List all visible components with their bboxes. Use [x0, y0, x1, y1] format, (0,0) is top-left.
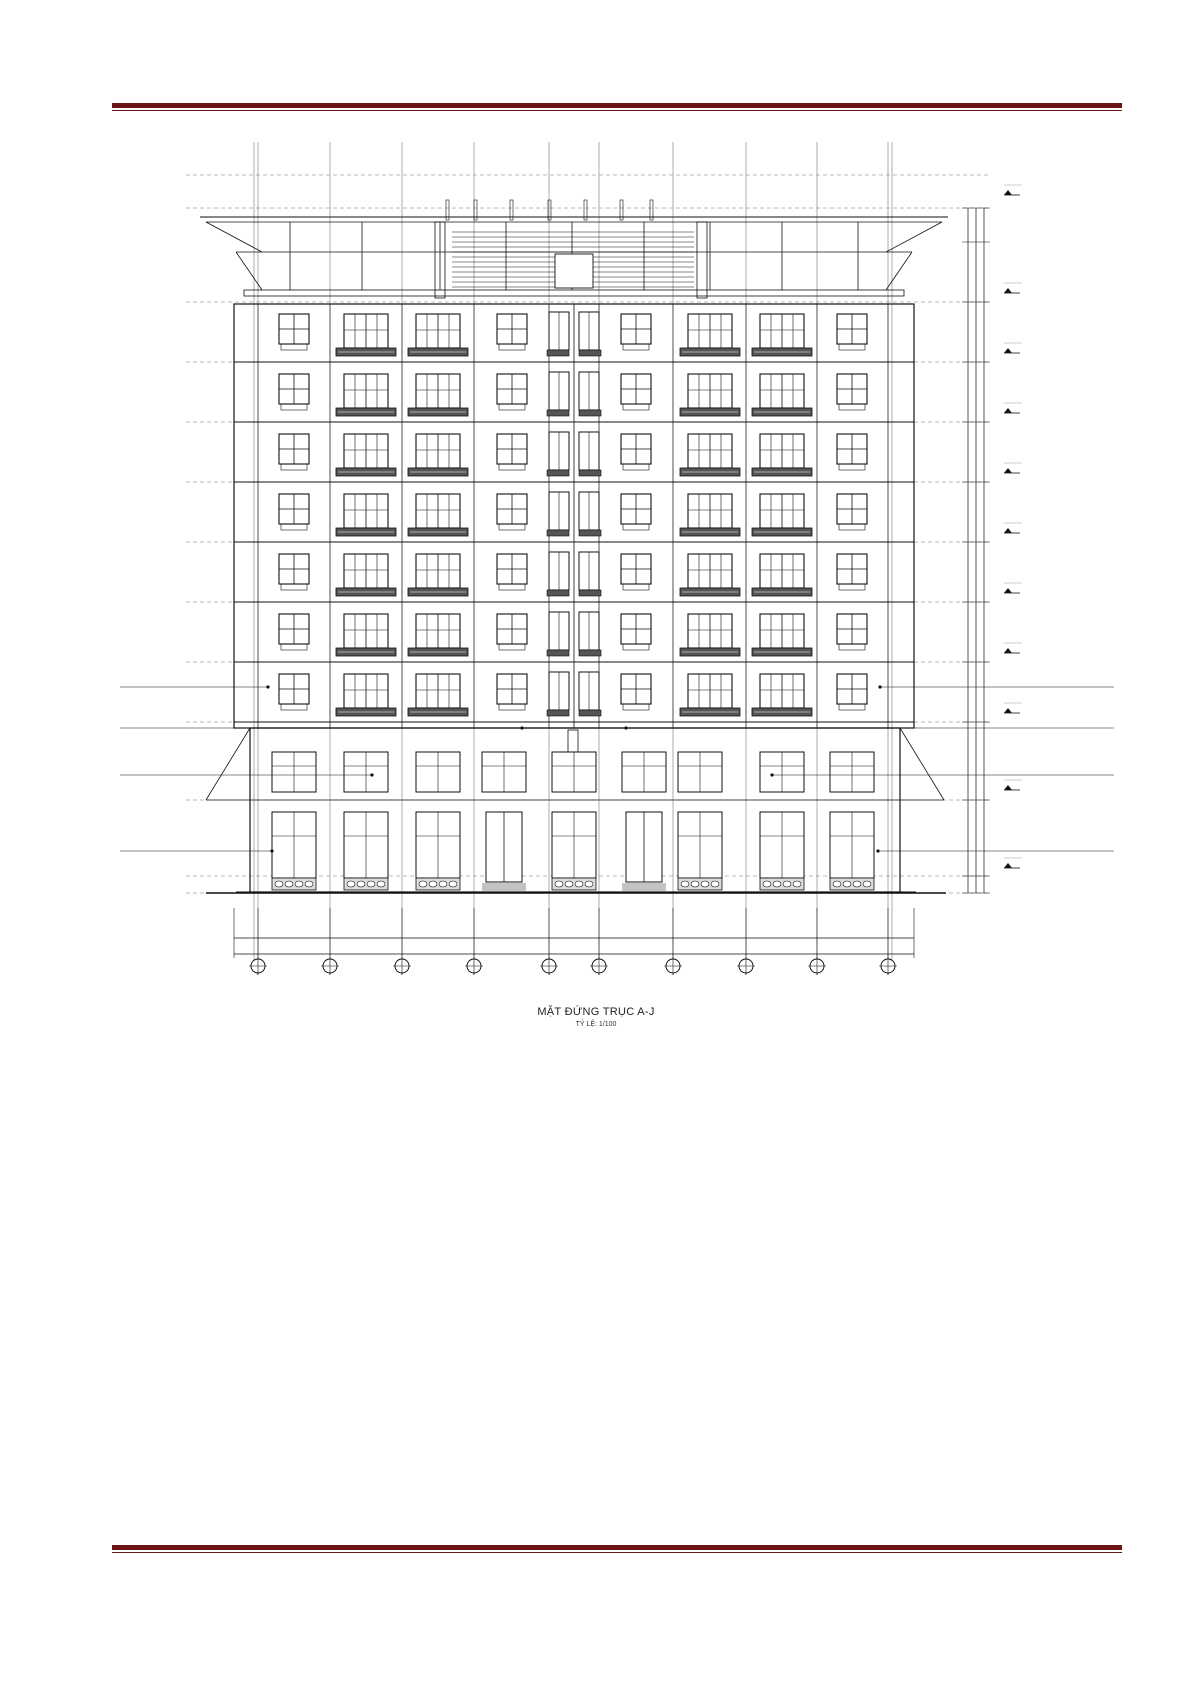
window	[279, 314, 309, 350]
window	[497, 494, 527, 530]
axis-bubble	[321, 957, 339, 975]
storefront-window	[416, 752, 460, 890]
window	[336, 494, 396, 536]
axis-bubble	[249, 957, 267, 975]
window	[408, 374, 468, 416]
axis-bubble	[393, 957, 411, 975]
axis-bubble	[540, 957, 558, 975]
window	[336, 374, 396, 416]
axis-bubble	[737, 957, 755, 975]
window	[752, 374, 812, 416]
window	[279, 614, 309, 650]
window	[497, 434, 527, 470]
level-marker-icon	[1004, 463, 1022, 473]
annotation-leaders	[120, 685, 1114, 852]
roof-structure	[200, 200, 948, 298]
window	[497, 614, 527, 650]
window	[837, 374, 867, 410]
window	[497, 554, 527, 590]
window	[621, 614, 651, 650]
storefront-window	[482, 752, 526, 890]
window	[680, 614, 740, 656]
window	[680, 374, 740, 416]
window	[680, 434, 740, 476]
podium	[206, 728, 946, 893]
window	[497, 314, 527, 350]
window	[680, 674, 740, 716]
level-marker-icon	[1004, 858, 1022, 868]
window	[680, 554, 740, 596]
level-marker-icon	[1004, 583, 1022, 593]
level-marker-icon	[1004, 703, 1022, 713]
window	[408, 674, 468, 716]
window	[752, 554, 812, 596]
window	[752, 494, 812, 536]
window	[837, 314, 867, 350]
window	[408, 494, 468, 536]
window	[621, 554, 651, 590]
window	[621, 494, 651, 530]
axis-bubble	[808, 957, 826, 975]
window	[408, 614, 468, 656]
level-marker-icon	[1004, 523, 1022, 533]
window	[408, 554, 468, 596]
window	[752, 614, 812, 656]
window	[837, 554, 867, 590]
drawing-title: MẶT ĐỨNG TRỤC A-J	[537, 1006, 655, 1018]
window	[408, 434, 468, 476]
axis-bubble	[879, 957, 897, 975]
window	[621, 374, 651, 410]
storefront-window	[760, 752, 804, 890]
tower-windows	[279, 304, 867, 728]
window	[621, 314, 651, 350]
footer-rule	[112, 1545, 1122, 1553]
window	[837, 614, 867, 650]
window	[837, 494, 867, 530]
horizontal-dimension-lines	[234, 908, 914, 958]
window	[408, 314, 468, 356]
storefront-window	[678, 752, 722, 890]
storefront-window	[272, 752, 316, 890]
window	[680, 494, 740, 536]
level-markers	[1004, 185, 1022, 868]
window	[336, 314, 396, 356]
window	[336, 674, 396, 716]
level-marker-icon	[1004, 780, 1022, 790]
window	[279, 434, 309, 470]
level-marker-icon	[1004, 403, 1022, 413]
level-marker-icon	[1004, 343, 1022, 353]
window	[680, 314, 740, 356]
window	[336, 554, 396, 596]
window	[279, 374, 309, 410]
level-marker-icon	[1004, 185, 1022, 195]
window	[279, 674, 309, 710]
storefront-window	[830, 752, 874, 890]
axis-bubbles	[249, 957, 897, 975]
window	[279, 494, 309, 530]
window	[621, 434, 651, 470]
window	[837, 674, 867, 710]
vertical-dimension-lines	[962, 208, 990, 893]
axis-bubble	[465, 957, 483, 975]
window	[497, 674, 527, 710]
axis-bubble	[590, 957, 608, 975]
window	[279, 554, 309, 590]
window	[497, 374, 527, 410]
window	[837, 434, 867, 470]
level-marker-icon	[1004, 643, 1022, 653]
window	[621, 674, 651, 710]
storefront-window	[552, 752, 596, 890]
storefront-window	[344, 752, 388, 890]
level-marker-icon	[1004, 283, 1022, 293]
window	[336, 614, 396, 656]
window	[336, 434, 396, 476]
drawing-scale: TỶ LỆ: 1/100	[575, 1021, 617, 1028]
window	[752, 674, 812, 716]
axis-bubble	[664, 957, 682, 975]
window	[752, 314, 812, 356]
window	[752, 434, 812, 476]
storefront-window	[622, 752, 666, 890]
